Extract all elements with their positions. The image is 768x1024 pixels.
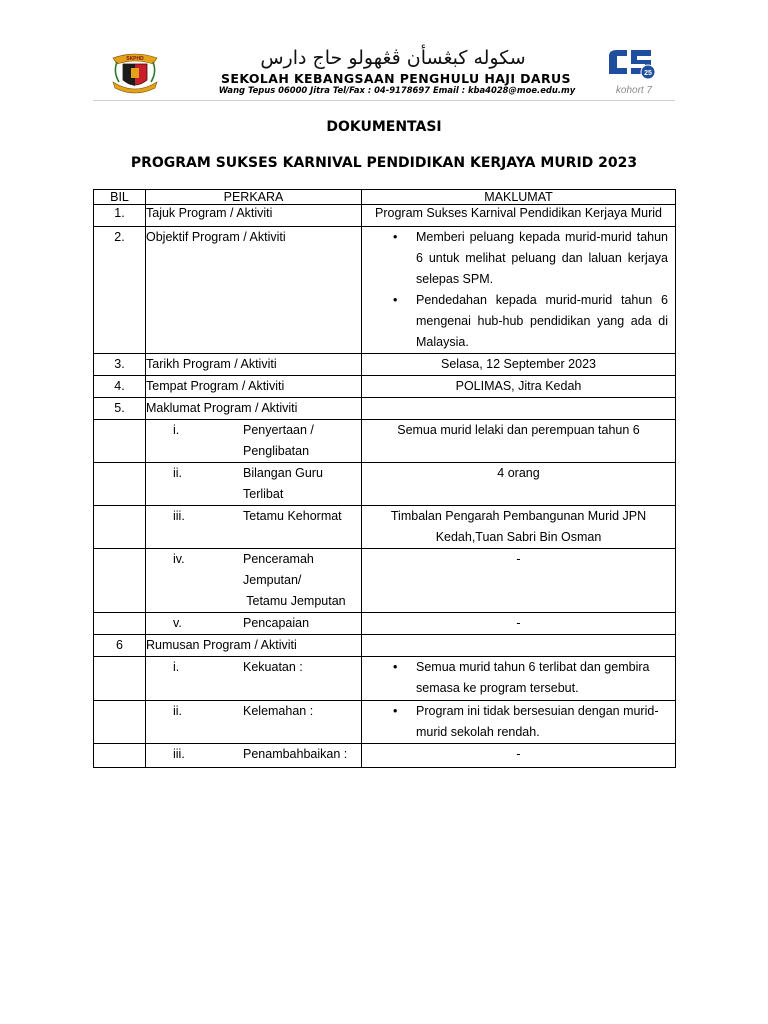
objective-text: Pendedahan kepada murid-murid tahun 6 mengenai hub-hub pendidikan yang ada di Malaysia. xyxy=(416,293,668,349)
header-maklumat: MAKLUMAT xyxy=(362,190,676,205)
table-row xyxy=(94,227,676,354)
subrow-maklumat: - xyxy=(362,613,676,635)
row-perkara: Objektif Program / Aktiviti xyxy=(146,227,362,354)
list-item xyxy=(362,290,675,353)
bullet-icon: • xyxy=(393,230,398,244)
subrow-label: Tetamu Jemputan xyxy=(243,594,346,608)
row-maklumat: POLIMAS, Jitra Kedah xyxy=(362,376,676,398)
table-row xyxy=(94,398,676,420)
subrow-perkara xyxy=(146,613,362,635)
jawi-school-title xyxy=(203,42,583,70)
table-row xyxy=(94,635,676,657)
subrow-perkara xyxy=(146,744,362,768)
subrow-number: v. xyxy=(173,616,182,630)
report-table xyxy=(93,189,676,768)
empty-bil-cell xyxy=(94,657,146,701)
row-perkara: Tempat Program / Aktiviti xyxy=(146,376,362,398)
bullet-icon: • xyxy=(393,704,398,718)
subrow-maklumat-line: Timbalan Pengarah Pembangunan Murid JPN xyxy=(390,509,647,523)
letterhead xyxy=(93,42,675,101)
subrow-maklumat: - xyxy=(362,744,676,768)
jawi-title-text: سكوله كبڠسأن ڤڠهولو حاج دارس xyxy=(260,47,526,69)
table-subrow xyxy=(94,613,676,635)
document-title: DOKUMENTASI xyxy=(326,119,442,135)
bullet-icon: • xyxy=(393,293,398,307)
subrow-number: iv. xyxy=(173,552,185,566)
table-row xyxy=(94,354,676,376)
table-subrow xyxy=(94,744,676,768)
row-bil: 4. xyxy=(94,376,146,398)
row-perkara: Tarikh Program / Aktiviti xyxy=(146,354,362,376)
subrow-perkara xyxy=(146,506,362,549)
subrow-perkara xyxy=(146,657,362,701)
list-item xyxy=(362,657,675,699)
row-maklumat: Selasa, 12 September 2023 xyxy=(362,354,676,376)
kohort-label: kohort 7 xyxy=(615,85,653,96)
weakness-list xyxy=(362,701,675,743)
header-bil: BIL xyxy=(94,190,146,205)
subrow-maklumat: 4 orang xyxy=(362,463,676,506)
subrow-label: Kelemahan : xyxy=(243,704,314,718)
subrow-maklumat xyxy=(362,657,676,701)
school-crest-logo xyxy=(109,48,161,96)
jawi-calligraphy xyxy=(203,42,583,70)
subrow-label: Tetamu Kehormat xyxy=(243,509,342,523)
strength-list xyxy=(362,657,675,699)
empty-bil-cell xyxy=(94,701,146,744)
subrow-number: i. xyxy=(173,660,180,674)
row-bil: 2. xyxy=(94,227,146,354)
crest-label: SKPHD xyxy=(126,56,144,62)
objective-list xyxy=(362,227,675,353)
subrow-label: Penyertaan / xyxy=(243,423,314,437)
list-item xyxy=(362,701,675,743)
school-contact: Wang Tepus 06000 Jitra Tel/Fax : 04-9178697 Email : kba4028@moe.edu.my xyxy=(218,85,576,95)
subrow-perkara xyxy=(146,701,362,744)
row-bil: 3. xyxy=(94,354,146,376)
table-subrow xyxy=(94,420,676,463)
table-subrow xyxy=(94,549,676,613)
subrow-maklumat xyxy=(362,506,676,549)
table-row xyxy=(94,205,676,227)
subrow-number: iii. xyxy=(173,509,185,523)
row-perkara: Maklumat Program / Aktiviti xyxy=(146,398,362,420)
objective-text: Memberi peluang kepada murid-murid tahun 6 untuk melihat peluang dan laluan kerjaya selepas SPM. xyxy=(416,230,668,286)
subrow-perkara xyxy=(146,463,362,506)
school-name: SEKOLAH KEBANGSAAN PENGHULU HAJI DARUS xyxy=(221,71,571,86)
empty-bil-cell xyxy=(94,463,146,506)
table-subrow xyxy=(94,463,676,506)
kohort-number: 25 xyxy=(644,70,652,77)
empty-bil-cell xyxy=(94,420,146,463)
subrow-number: ii. xyxy=(173,466,183,480)
bullet-icon: • xyxy=(393,660,398,674)
subrow-label: Kekuatan : xyxy=(243,660,303,674)
strength-text: Semua murid tahun 6 terlibat dan gembira semasa ke program tersebut. xyxy=(416,660,650,695)
subrow-maklumat: - xyxy=(362,549,676,613)
subrow-label: Pencapaian xyxy=(243,616,310,630)
row-maklumat xyxy=(362,635,676,657)
subrow-number: ii. xyxy=(173,704,183,718)
table-row xyxy=(94,376,676,398)
table-subrow xyxy=(94,506,676,549)
row-maklumat-objectives xyxy=(362,227,676,354)
empty-bil-cell xyxy=(94,613,146,635)
empty-bil-cell xyxy=(94,506,146,549)
empty-bil-cell xyxy=(94,549,146,613)
row-bil: 5. xyxy=(94,398,146,420)
subrow-maklumat-line: Kedah,Tuan Sabri Bin Osman xyxy=(435,530,602,544)
list-item xyxy=(362,227,675,290)
subrow-perkara xyxy=(146,549,362,613)
row-maklumat xyxy=(362,398,676,420)
subrow-number: iii. xyxy=(173,747,185,761)
subrow-label: Penceramah xyxy=(243,552,314,566)
document-subtitle: PROGRAM SUKSES KARNIVAL PENDIDIKAN KERJAYA MURID 2023 xyxy=(130,155,638,171)
table-subrow xyxy=(94,701,676,744)
subrow-number: i. xyxy=(173,423,180,437)
subrow-perkara xyxy=(146,420,362,463)
empty-bil-cell xyxy=(94,744,146,768)
table-header-row xyxy=(94,190,676,205)
weakness-text: Program ini tidak bersesuian dengan murid-murid sekolah rendah. xyxy=(416,704,659,739)
row-perkara: Rumusan Program / Aktiviti xyxy=(146,635,362,657)
kohort-logo xyxy=(603,46,665,100)
row-bil: 6 xyxy=(94,635,146,657)
row-maklumat: Program Sukses Karnival Pendidikan Kerjaya Murid xyxy=(362,205,676,227)
subrow-maklumat xyxy=(362,701,676,744)
subrow-label: Penambahbaikan : xyxy=(243,747,348,761)
row-perkara: Tajuk Program / Aktiviti xyxy=(146,205,362,227)
subrow-maklumat: Semua murid lelaki dan perempuan tahun 6 xyxy=(362,420,676,463)
table-subrow xyxy=(94,657,676,701)
row-bil: 1. xyxy=(94,205,146,227)
header-perkara: PERKARA xyxy=(146,190,362,205)
subrow-label: Bilangan Guru Terlibat xyxy=(243,466,323,501)
subrow-label: Jemputan/ xyxy=(243,573,302,587)
subrow-label: Penglibatan xyxy=(243,444,310,458)
